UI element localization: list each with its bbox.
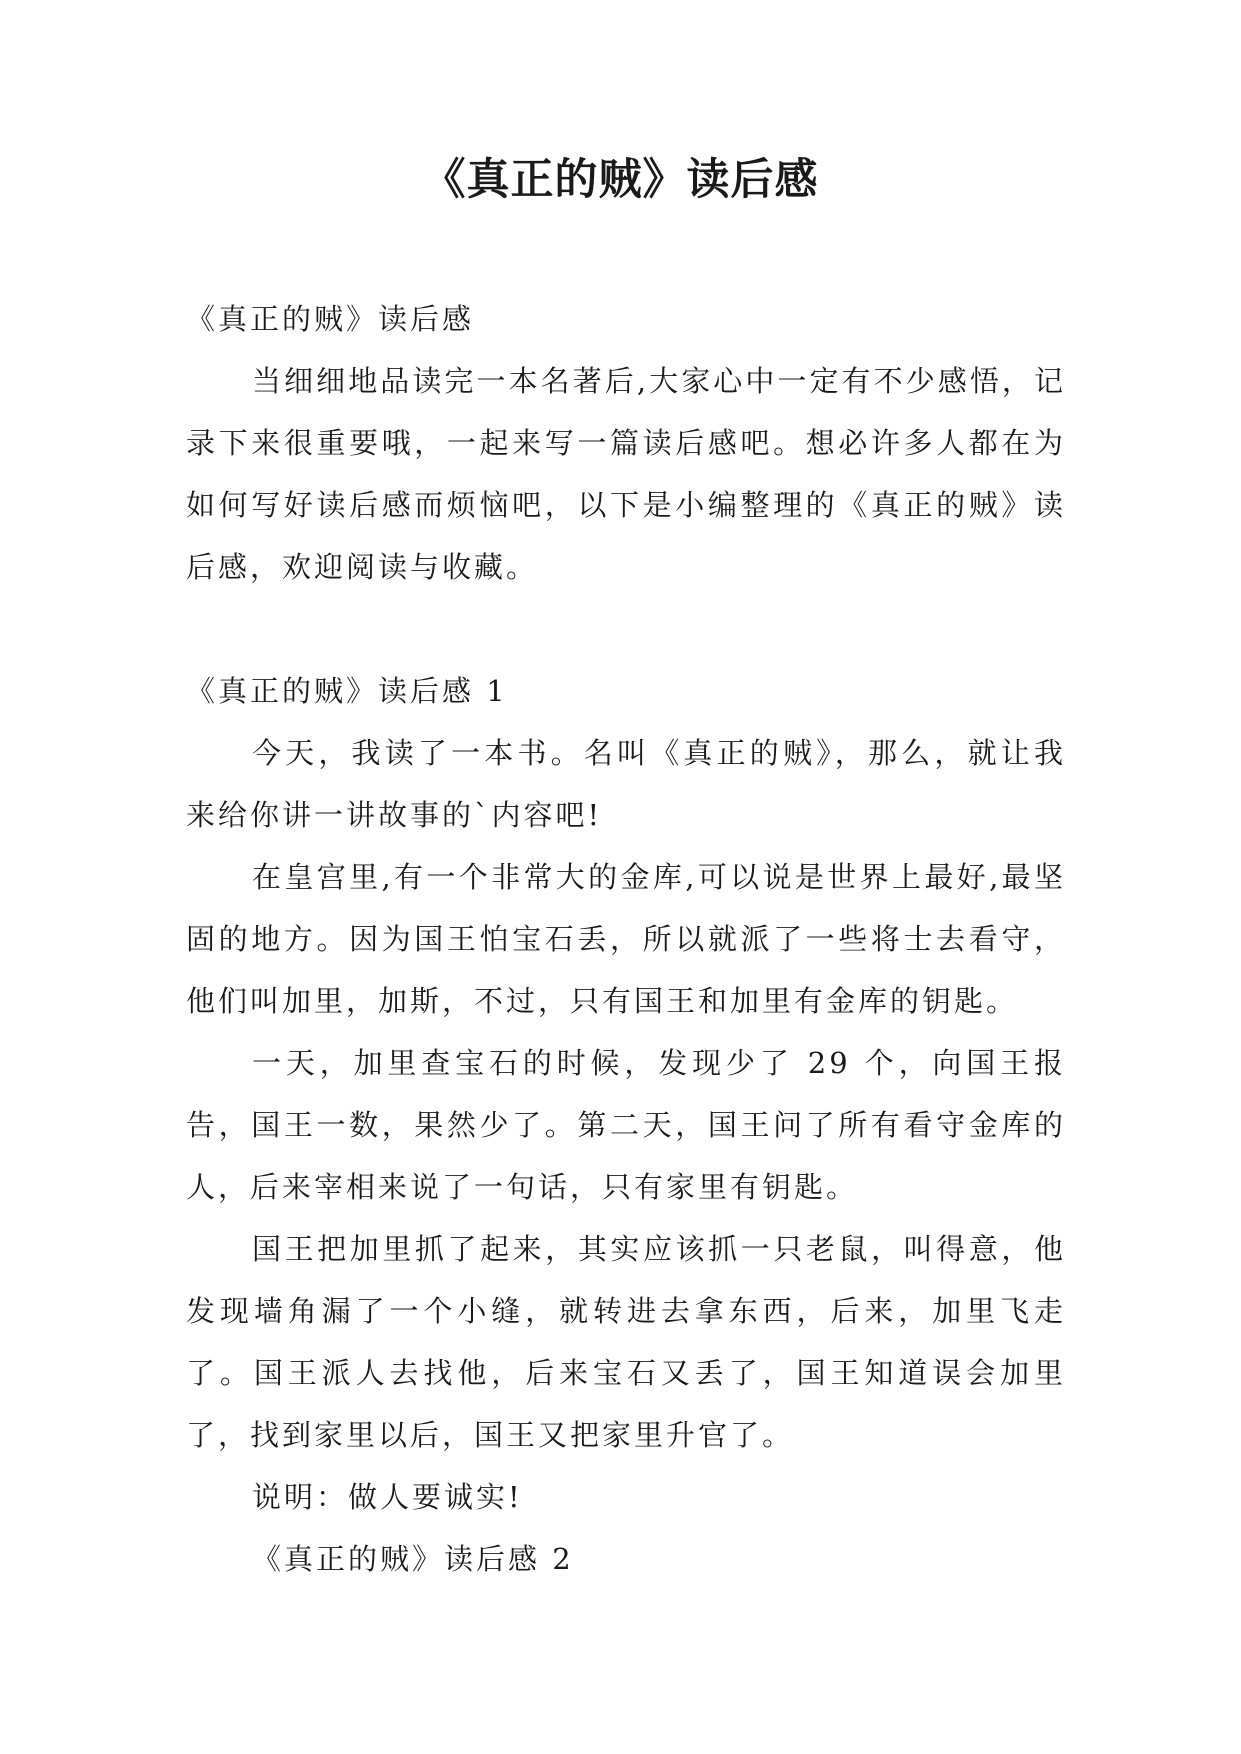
section1-heading: 《真正的贼》读后感 1 bbox=[186, 674, 508, 708]
section1-paragraph: 一天，加里查宝石的时候，发现少了 29 个，向国王报告，国王一数，果然少了。第二天，国王问了所有看守金库的人，后来宰相来说了一句话，只有家里有钥匙。 bbox=[186, 1046, 1066, 1204]
section-spacer bbox=[186, 598, 1066, 660]
section1-paragraph: 在皇宫里,有一个非常大的金库,可以说是世界上最好,最坚固的地方。因为国王怕宝石丢，所以就派了一些将士去看守，他们叫加里，加斯，不过，只有国王和加里有金库的钥匙。 bbox=[186, 860, 1066, 1018]
intro-heading: 《真正的贼》读后感 bbox=[186, 302, 475, 336]
section2-heading: 《真正的贼》读后感 2 bbox=[252, 1542, 574, 1576]
section1-paragraph: 国王把加里抓了起来，其实应该抓一只老鼠，叫得意，他发现墙角漏了一个小缝，就转进去拿东西，后来，加里飞走了。国王派人去找他，后来宝石又丢了，国王知道误会加里了，找到家里以后，国王又把家里升官了。 bbox=[186, 1232, 1066, 1452]
intro-paragraph: 当细细地品读完一本名著后,大家心中一定有不少感悟，记录下来很重要哦，一起来写一篇读后感吧。想必许多人都在为如何写好读后感而烦恼吧，以下是小编整理的《真正的贼》读后感，欢迎阅读与收藏。 bbox=[186, 364, 1066, 584]
document-title: 《真正的贼》读后感 bbox=[422, 155, 819, 205]
section1-paragraph: 今天，我读了一本书。名叫《真正的贼》，那么，就让我来给你讲一讲故事的`内容吧! bbox=[186, 736, 1066, 832]
section1-conclusion: 说明：做人要诚实! bbox=[252, 1480, 523, 1514]
document-body bbox=[186, 288, 1066, 1590]
